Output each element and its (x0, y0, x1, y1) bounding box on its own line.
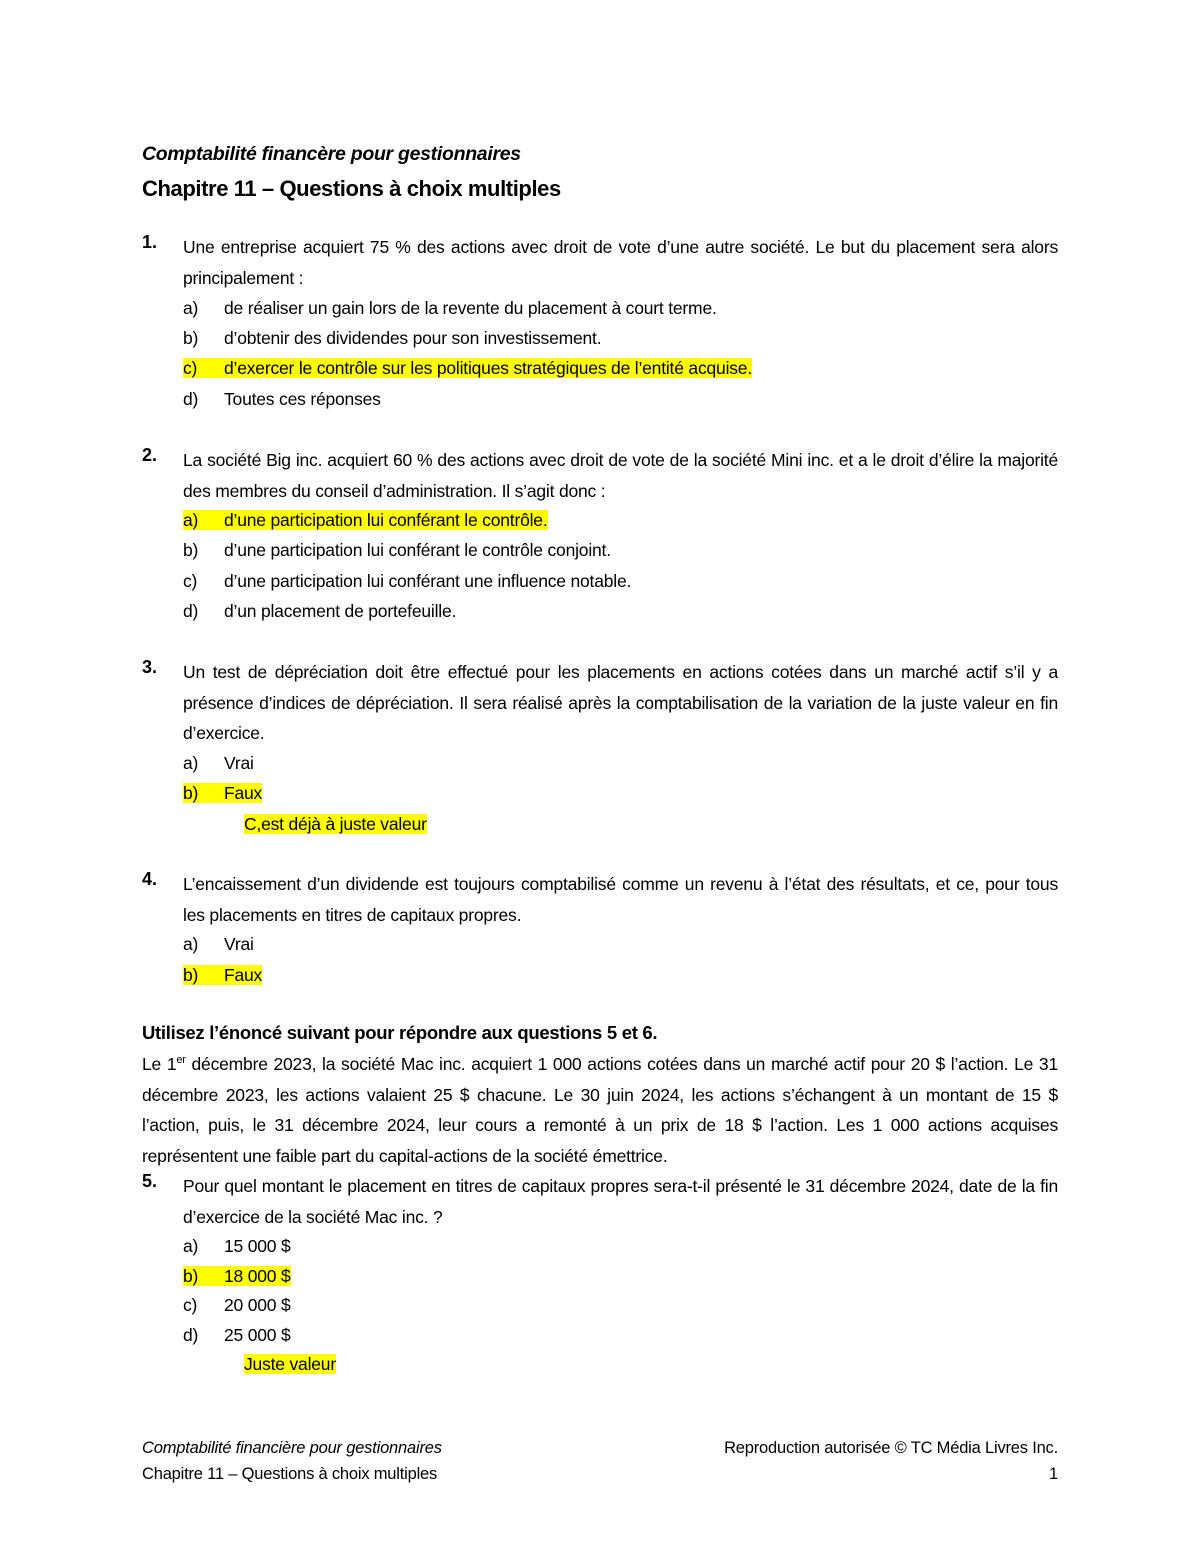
option-text: Faux (224, 965, 263, 985)
option-a (183, 293, 717, 324)
option-b (183, 778, 262, 809)
question-text: Une entreprise acquiert 75 % des actions avec droit de vote d’une autre société. Le but du placement sera alors principalement : (183, 237, 1058, 288)
option-letter: b) (183, 540, 199, 560)
question-number: 5. (142, 1171, 158, 1191)
option-letter: a) (183, 753, 199, 773)
option-b (183, 535, 611, 566)
option-text: 15 000 $ (224, 1236, 291, 1256)
option-d (183, 384, 381, 415)
question-text: Un test de dépréciation doit être effectué pour les placements en actions cotées dans un marché actif s’il y a présence d’indices de dépréciation. Il sera réalisé après la comptabilisation de la variation de la juste valeur en fin d’exercice. (183, 662, 1058, 743)
option-text: d’obtenir des dividendes pour son investissement. (224, 328, 602, 348)
option-letter: a) (183, 934, 199, 954)
option-letter: b) (183, 965, 199, 985)
option-a (183, 748, 254, 779)
option-a (183, 505, 548, 536)
chapter-title: Chapitre 11 – Questions à choix multiples (142, 176, 561, 201)
option-b (183, 960, 262, 991)
case-heading: Utilisez l’énoncé suivant pour répondre aux questions 5 et 6. (142, 1022, 658, 1043)
footer-chapter: Chapitre 11 – Questions à choix multiples (142, 1465, 438, 1483)
option-d (183, 1320, 291, 1351)
option-text: d’une participation lui conférant une influence notable. (224, 571, 632, 591)
question-number: 3. (142, 657, 158, 677)
option-text: d’une participation lui conférant le contrôle. (224, 510, 548, 530)
option-letter: b) (183, 783, 199, 803)
option-text: 18 000 $ (224, 1266, 291, 1286)
option-letter: a) (183, 298, 199, 318)
option-text: 25 000 $ (224, 1325, 291, 1345)
option-letter: d) (183, 389, 199, 409)
page-number: 1 (1049, 1465, 1058, 1483)
option-text: d’un placement de portefeuille. (224, 601, 457, 621)
option-text: de réaliser un gain lors de la revente du placement à court terme. (224, 298, 717, 318)
footer-copyright: Reproduction autorisée © TC Média Livres Inc. (724, 1439, 1058, 1457)
option-c (183, 353, 752, 384)
option-text: Faux (224, 783, 263, 803)
option-c (183, 566, 631, 597)
option-c (183, 1290, 291, 1321)
option-letter: d) (183, 601, 199, 621)
question-number: 1. (142, 232, 158, 252)
option-text: 20 000 $ (224, 1295, 291, 1315)
question-number: 2. (142, 445, 158, 465)
option-b (183, 1261, 291, 1292)
question-text: La société Big inc. acquiert 60 % des actions avec droit de vote de la société Mini inc. et a le droit d’élire la majorité des membres du conseil d’administration. Il s’agit donc : (183, 450, 1058, 501)
answer-note: Juste valeur (244, 1354, 336, 1374)
option-a (183, 929, 254, 960)
option-text: d’une participation lui conférant le contrôle conjoint. (224, 540, 611, 560)
page-footer (142, 1435, 1058, 1487)
option-b (183, 323, 601, 354)
option-letter: a) (183, 1236, 199, 1256)
question-number: 4. (142, 869, 158, 889)
option-letter: c) (183, 1295, 198, 1315)
answer-note: C,est déjà à juste valeur (244, 814, 427, 834)
option-text: d’exercer le contrôle sur les politiques stratégiques de l’entité acquise. (224, 358, 752, 378)
option-letter: d) (183, 1325, 199, 1345)
option-a (183, 1231, 291, 1262)
question-text: L’encaissement d’un dividende est toujours comptabilisé comme un revenu à l’état des résultats, et ce, pour tous les placements en titres de capitaux propres. (183, 874, 1058, 925)
case-statement: Le 1er décembre 2023, la société Mac inc. acquiert 1 000 actions cotées dans un marché actif pour 20 $ l’action. Le 31 décembre 2023, les actions valaient 25 $ chacune. Le 30 juin 2024, les actions s’échangent à un montant de 15 $ l’action, puis, le 31 décembre 2024, leur cours a remonté à un prix de 18 $ l’action. Les 1 000 actions acquises représentent une faible part du capital-actions de la société émettrice. (142, 1054, 1058, 1166)
question-text: Pour quel montant le placement en titres de capitaux propres sera-t-il présenté le 31 décembre 2024, date de la fin d’exercice de la société Mac inc. ? (183, 1176, 1058, 1227)
option-letter: b) (183, 1266, 199, 1286)
option-text: Toutes ces réponses (224, 389, 381, 409)
option-text: Vrai (224, 934, 254, 954)
option-letter: a) (183, 510, 199, 530)
option-d (183, 596, 456, 627)
document-title: Comptabilité financère pour gestionnaires (142, 143, 521, 165)
option-letter: c) (183, 358, 198, 378)
footer-book-title: Comptabilité financière pour gestionnaires (142, 1439, 442, 1457)
option-letter: b) (183, 328, 199, 348)
option-text: Vrai (224, 753, 254, 773)
option-letter: c) (183, 571, 198, 591)
